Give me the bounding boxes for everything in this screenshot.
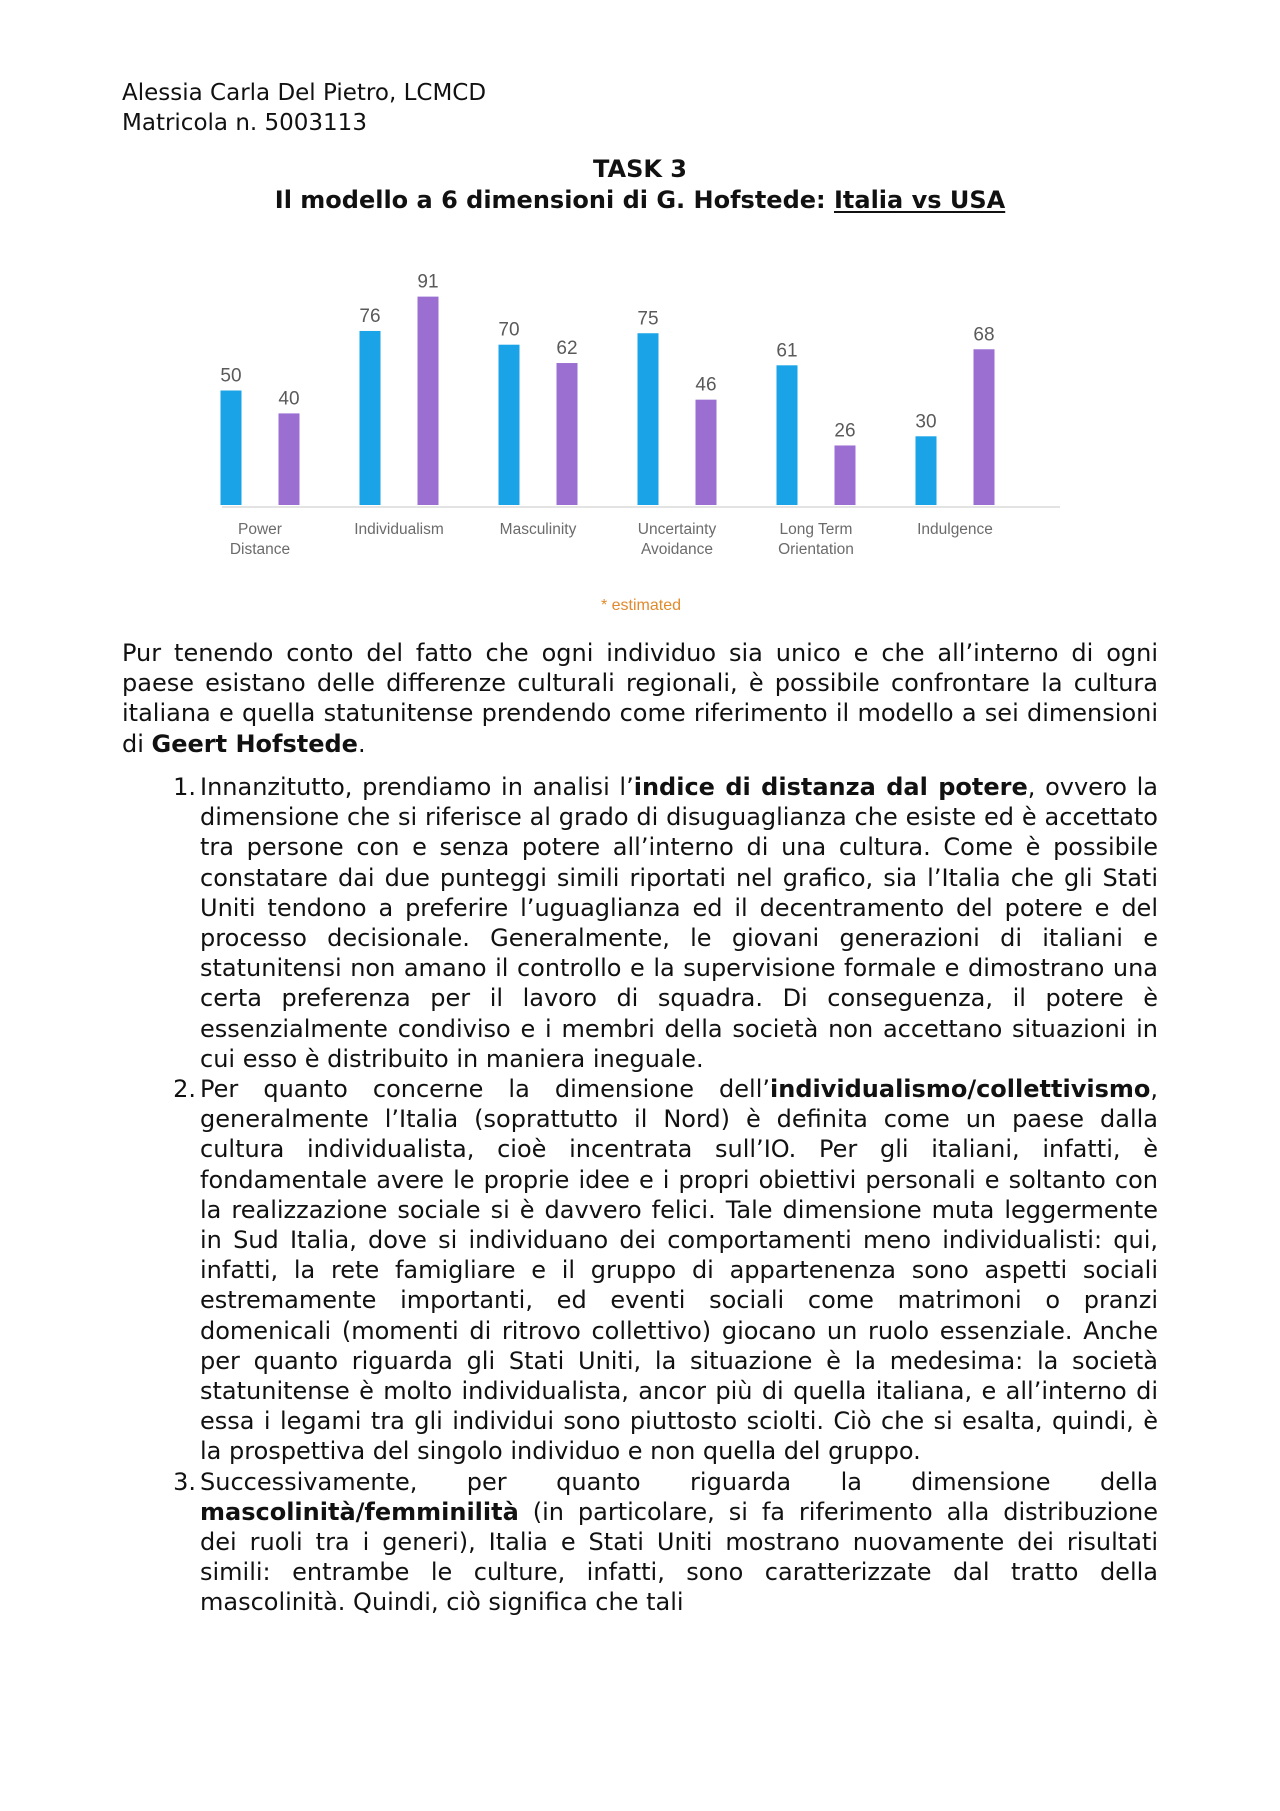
chart-footnote: * estimated [600,597,682,614]
intro-text-before: Pur tenendo conto del fatto che ogni individuo sia unico e che all’interno di ogni paese esistano delle differenze culturali regionali, è possibile confrontare la cultura italiana e quella statunitense prendendo come riferimento il modello a sei dimensioni di [122,639,1158,758]
bar-usa-2 [557,363,578,505]
author-block [122,78,486,138]
category-label-2: Masculinity [499,521,577,538]
category-label-3: Uncertainty [637,521,717,538]
bar-usa-0 [279,413,300,505]
document-subtitle [0,185,1280,216]
data-label-usa-5: 68 [973,324,995,346]
subtitle-underlined: Italia vs USA [833,186,1006,214]
data-label-italia-5: 30 [915,411,937,433]
data-label-usa-0: 40 [278,388,300,410]
list-item-bold: mascolinità/femminilità [200,1497,519,1526]
data-label-usa-2: 62 [556,338,578,360]
data-label-italia-2: 70 [498,319,520,341]
list-item-bold: indice di distanza dal potere [633,773,1028,801]
data-label-italia-4: 61 [776,340,798,362]
data-label-italia-0: 50 [220,365,242,387]
list-item-number: 1. [173,773,196,801]
category-label-0: Power [238,521,282,538]
data-label-usa-1: 91 [417,271,439,293]
data-label-usa-3: 46 [695,374,717,396]
author-line: Alessia Carla Del Pietro, LCMCD [122,80,487,106]
dimension-list [122,772,1158,1618]
bar-italia-2 [499,345,520,505]
category-label-4: Orientation [778,541,854,558]
list-item-text-after: , ovvero la dimensione che si riferisce al grado di disuguaglianza che esiste ed è accettato tra persone con e senza potere all’interno di una cultura. Come è possibile constatare dai due punteggi simili riportati nel grafico, sia l’Italia che gli Stati Uniti tendono a preferire l’uguaglianza ed il decentramento del potere e del processo decisionale. Generalmente, le giovani generazioni di italiani e statunitensi non amano il controllo e la supervisione formale e dimostrano una certa preferenza per il lavoro di squadra. Di conseguenza, il potere è essenzialmente condiviso e i membri della società non accettano situazioni in cui esso è distribuito in maniera ineguale. [200,773,1159,1073]
list-item-text-after: , generalmente l’Italia (soprattutto il Nord) è definita come un paese dalla cultura individualista, cioè incentrata sull’IO. Per gli italiani, infatti, è fondamentale avere le proprie idee e i propri obiettivi personali e soltanto con la realizzazione sociale si è davvero felici. Tale dimensione muta leggermente in Sud Italia, dove si individuano dei comportamenti meno individualisti: qui, infatti, la rete famigliare e il gruppo di appartenenza sono aspetti sociali estremamente importanti, ed eventi sociali come matrimoni o pranzi domenicali (momenti di ritrovo collettivo) giocano un ruolo essenziale. Anche per quanto riguarda gli Stati Uniti, la situazione è la medesima: la società statunitense è molto individualista, ancor più di quella italiana, e all’interno di essa i legami tra gli individui sono piuttosto sciolti. Ciò che si esalta, quindi, è la prospettiva del singolo individuo e non quella del gruppo. [200,1075,1158,1466]
category-label-0: Distance [229,541,291,558]
category-label-5: Indulgence [917,521,993,538]
list-item [122,1467,1158,1618]
category-label-1: Individualism [354,521,444,538]
list-item-bold: individualismo/collettivismo [770,1075,1151,1104]
intro-bold: Geert Hofstede [151,729,358,758]
bar-usa-3 [696,400,717,505]
list-item-number: 3. [173,1467,196,1496]
bar-usa-4 [835,445,856,505]
bar-italia-0 [221,391,242,506]
intro-text-after: . [357,729,366,758]
bar-italia-5 [916,436,937,505]
intro-paragraph [122,638,1158,759]
hofstede-chart [200,255,1080,625]
category-label-3: Avoidance [640,541,714,558]
bar-usa-1 [418,297,439,505]
list-item-text-before: Per quanto concerne la dimensione dell’ [200,1075,771,1104]
matricola-line: Matricola n. 5003113 [122,110,367,136]
task-title: TASK 3 [592,155,688,183]
list-item-number: 2. [173,1075,196,1104]
list-item [122,772,1158,1074]
list-item-text-after: (in particolare, si fa riferimento alla distribuzione dei ruoli tra i generi), Italia e Stati Uniti mostrano nuovamente dei risultati simili: entrambe le culture, infatti, sono caratterizzate dal tratto della mascolinità. Quindi, ciò significa che tali [200,1497,1158,1617]
chart-svg [200,255,1080,625]
bar-italia-1 [360,331,381,505]
data-label-usa-4: 26 [834,420,856,442]
list-item-text-before: Successivamente, per quanto riguarda la dimensione della [200,1467,1158,1496]
bar-italia-3 [638,333,659,505]
list-item [122,1074,1158,1467]
list-item-text-before: Innanzitutto, prendiamo in analisi l’ [200,773,634,801]
subtitle-prefix: Il modello a 6 dimensioni di G. Hofstede: [274,186,834,214]
category-label-4: Long Term [779,521,853,538]
data-label-italia-3: 75 [637,308,659,330]
bar-usa-5 [974,349,995,505]
bar-italia-4 [777,365,798,505]
data-label-italia-1: 76 [359,305,381,327]
